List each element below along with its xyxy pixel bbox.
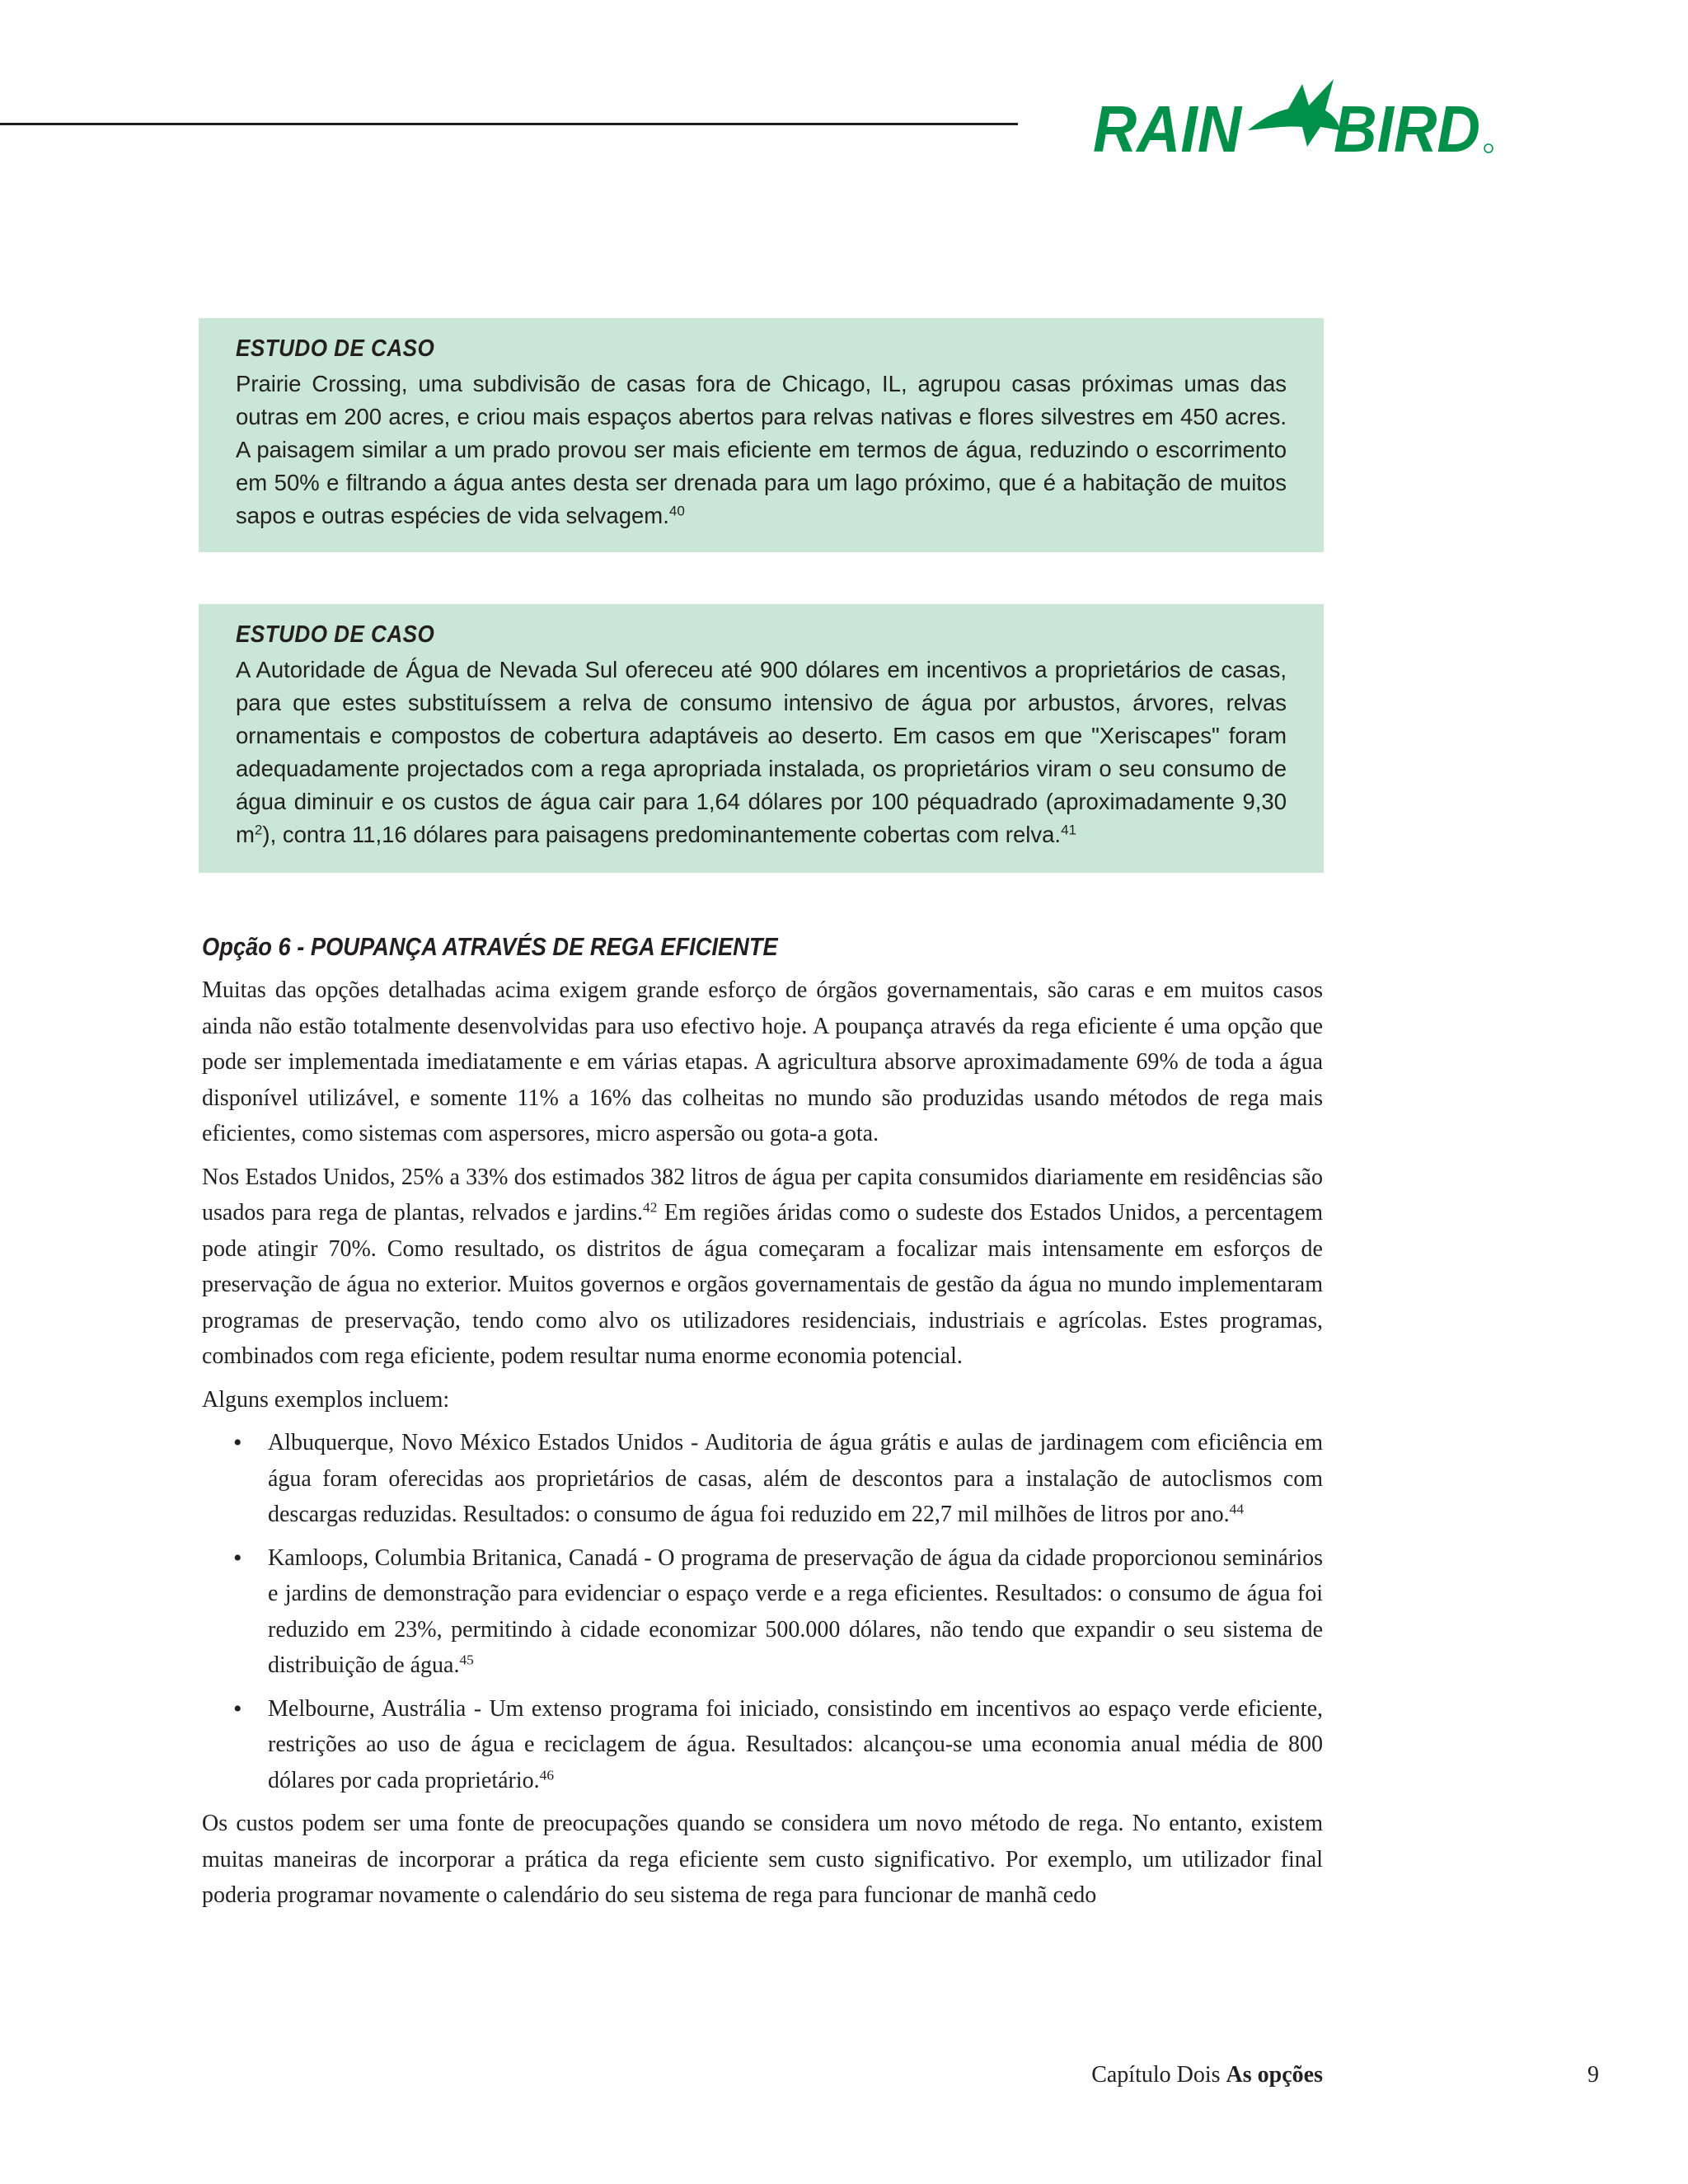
footnote-ref: 40 [668,503,685,519]
paragraph: Muitas das opções detalhadas acima exigem grande esforço de órgãos governamentais, são caras e em muitos casos ainda não estão totalmente desenvolvidas para uso efectivo hoje. A poupança através da rega eficiente é uma opção que pode ser implementada imediatamente e em várias etapas. A agricultura absorve aproximadamente 69% de toda a água disponível utilizável, e somente 11% a 16% das colheitas no mundo são produzidas usando métodos de rega mais eficientes, como sistemas com aspersores, micro aspersão ou gota-a gota. [202,977,1323,1146]
page-number: 9 [1587,2062,1599,2088]
list-item: • Albuquerque, Novo México Estados Unidos - Auditoria de água grátis e aulas de jardinagem com eficiência em água foram oferecidas aos proprietários de casas, além de descontos para a instalação de autoclismos com descargas reduzidas. Resultados: o consumo de água foi reduzido em 22,7 mil milhões de litros por ano.$^{44}$ [202,1425,1323,1533]
footnote-ref: 44 [1229,1501,1245,1517]
paragraph: Nos Estados Unidos, 25% a 33% dos estimados 382 litros de água per capita consumidos diariamente em residências são usados para rega de plantas, relvados e jardins.$^{42}$ Em regiões áridas como o sudeste dos Estados Unidos, a percentagem pode atingir 70%. Como resultado, os distritos de água começaram a focalizar mais intensamente em esforços de preservação de água no exterior. Muitos governos e orgãos governamentais de gestão da água no mundo implementaram programas de preservação, tendo como alvo os utilizadores residenciais, industriais e agrícolas. Estes programas, combinados com rega eficiente, podem resultar numa enorme economia potencial. [202,1164,1324,1369]
case-study-box-1 [199,318,1324,552]
logo-bird-icon [1248,79,1340,147]
rain-bird-logo [1086,73,1498,163]
paragraph: Alguns exemplos incluem: [202,1386,450,1413]
header-rule [0,123,1018,125]
case-study-title: ESTUDO DE CASO [236,621,435,648]
case-study-text: A Autoridade de Água de Nevada Sul ofereceu até 900 dólares em incentivos a proprietários de casas, para que estes substituíssem a relva de consumo intensivo de água por arbustos, árvores, relvas ornamentais e compostos de cobertura adaptáveis ao deserto. Em casos em que "Xeriscapes" foram adequadamente projectados com a rega apropriada instalada, os proprietários viram o seu consumo de água diminuir e os custos de água cair para 1,64 dólares por 100 péquadrado (aproximadamente 9,30 $m^2$), contra 11,16 dólares para paisagens predominantemente cobertas com relva.$^{41}$ [236,657,1287,847]
list-item: • Kamloops, Columbia Britanica, Canadá - O programa de preservação de água da cidade proporcionou seminários e jardins de demonstração para evidenciar o espaço verde e a rega eficientes. Resultados: o consumo de água foi reduzido em 23%, permitindo à cidade economizar 500.000 dólares, não tendo que expandir o seu sistema de distribuição de água.$^{45}$ [202,1540,1323,1684]
footer-chapter-title: As opções [1226,2062,1323,2088]
section-heading: Opção 6 - POUPANÇA ATRAVÉS DE REGA EFICIENTE [202,932,778,961]
footnote-ref: 41 [1061,822,1077,838]
list-item: • Melbourne, Austrália - Um extenso programa foi iniciado, consistindo em incentivos ao espaço verde eficiente, restrições ao uso de água e reciclagem de água. Resultados: alcançou-se uma economia anual média de 800 dólares por cada proprietário.$^{46}$ [202,1691,1323,1799]
case-study-title: ESTUDO DE CASO [236,335,435,362]
footnote-ref: 42 [643,1199,658,1216]
case-study-box-2 [199,604,1324,873]
page-footer [907,2059,1323,2092]
body-text [202,972,1323,1921]
logo-word-bird: BIRD [1334,92,1480,163]
footnote-ref: 45 [459,1652,474,1668]
case-study-text: Prairie Crossing, uma subdivisão de casas fora de Chicago, IL, agrupou casas próximas umas das outras em 200 acres, e criou mais espaços abertos para relvas nativas e flores silvestres em 450 acres. A paisagem similar a um prado provou ser mais eficiente em termos de água, reduzindo o escorrimento em 50% e filtrando a água antes desta ser drenada para um lago próximo, que é a habitação de muitos sapos e outras espécies de vida selvagem.$^{40}$ [236,371,1287,528]
examples-list [202,1425,1323,1798]
paragraph: Os custos podem ser uma fonte de preocupações quando se considera um novo método de rega. No entanto, existem muitas maneiras de incorporar a prática da rega eficiente sem custo significativo. Por exemplo, um utilizador final poderia programar novamente o calendário do seu sistema de rega para funcionar de manhã cedo [202,1811,1323,1908]
footnote-ref: 46 [539,1766,554,1783]
unit-exponent: 2 [254,822,263,838]
footer-chapter: Capítulo Dois [1091,2062,1221,2088]
logo-word-rain: RAIN [1093,92,1244,163]
